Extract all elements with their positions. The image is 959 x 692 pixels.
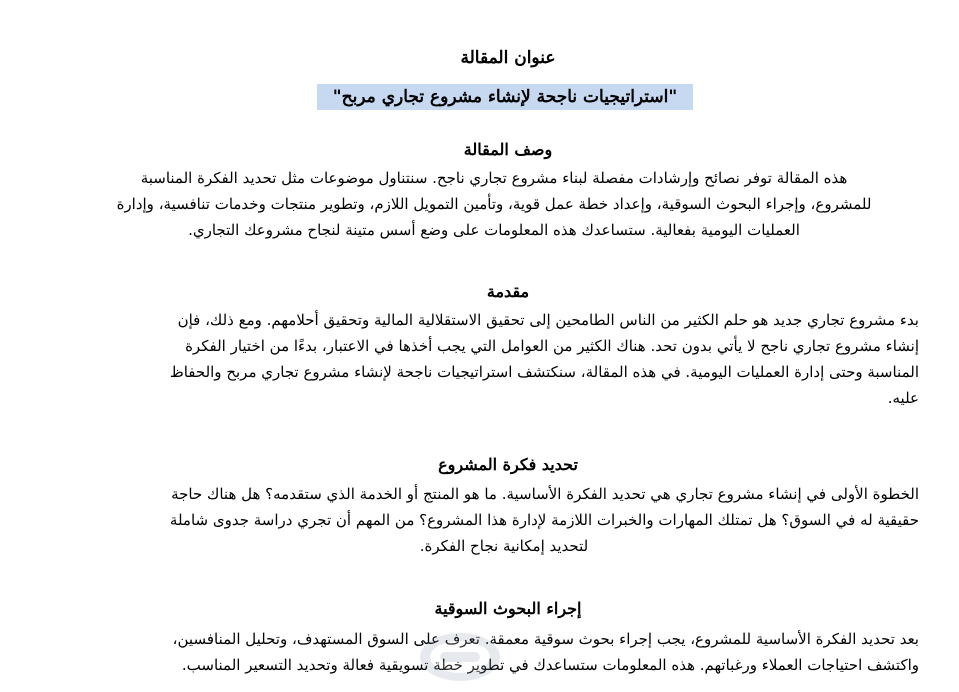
paragraph-line: عليه. bbox=[887, 389, 919, 407]
section-body-project-idea bbox=[89, 481, 919, 559]
article-title-wrapper bbox=[0, 84, 959, 110]
paragraph-line: العمليات اليومية بفعالية. ستساعدك هذه المعلومات على وضع أسس متينة لنجاح مشروعك التجاري. bbox=[188, 221, 800, 239]
paragraph-line: بدء مشروع تجاري جديد هو حلم الكثير من الناس الطامحين إلى تحقيق الاستقلالية المالية وتحقيق أحلامهم. ومع ذلك، فإن bbox=[177, 311, 919, 329]
paragraph-line: إنشاء مشروع تجاري ناجح لا يأتي بدون تحد. هناك الكثير من العوامل التي يجب أخذها في الاعتبار، بدءًا من اختيار الفكرة bbox=[185, 337, 919, 355]
paragraph-line: لتحديد إمكانية نجاح الفكرة. bbox=[419, 537, 589, 555]
section-body-description bbox=[79, 165, 909, 243]
section-heading-description: وصف المقالة bbox=[463, 140, 553, 159]
paragraph-line: بعد تحديد الفكرة الأساسية للمشروع، يجب إجراء بحوث سوقية معمقة. تعرف على السوق المستهدف، وتحليل المنافسين، bbox=[172, 630, 919, 648]
section-heading-introduction: مقدمة bbox=[486, 282, 530, 301]
paragraph-line: حقيقية له في السوق؟ هل تمتلك المهارات والخبرات اللازمة لإدارة هذا المشروع؟ من المهم أن تجري دراسة جدوى شاملة bbox=[169, 511, 919, 529]
paragraph-line: للمشروع، وإجراء البحوث السوقية، وإعداد خطة عمل قوية، وتأمين التمويل اللازم، وتطوير منتجات وخدمات تنافسية، وإدارة bbox=[116, 195, 872, 213]
watermark-logo bbox=[415, 628, 505, 686]
section-body-introduction bbox=[89, 307, 919, 411]
article-title: "استراتيجيات ناجحة لإنشاء مشروع تجاري مربح" bbox=[317, 84, 694, 110]
section-heading-project-idea: تحديد فكرة المشروع bbox=[438, 455, 578, 474]
section-heading-market-research: إجراء البحوث السوقية bbox=[434, 599, 582, 618]
paragraph-line: الخطوة الأولى في إنشاء مشروع تجاري هي تحديد الفكرة الأساسية. ما هو المنتج أو الخدمة الذي ستقدمه؟ هل هناك حاجة bbox=[171, 485, 919, 503]
paragraph-line: هذه المقالة توفر نصائح وإرشادات مفصلة لبناء مشروع تجاري ناجح. سنتناول موضوعات مثل تحديد الفكرة المناسبة bbox=[140, 169, 848, 187]
paragraph-line: واكتشف احتياجات العملاء ورغباتهم. هذه المعلومات ستساعدك في تطوير خطة تسويقية فعالة وتحديد التسعير المناسب. bbox=[181, 656, 919, 674]
paragraph-line: المناسبة وحتى إدارة العمليات اليومية. في هذه المقالة، سنكتشف استراتيجيات ناجحة لإنشاء مشروع تجاري مربح والحفاظ bbox=[169, 363, 919, 381]
article-title-label: عنوان المقالة bbox=[460, 48, 556, 68]
